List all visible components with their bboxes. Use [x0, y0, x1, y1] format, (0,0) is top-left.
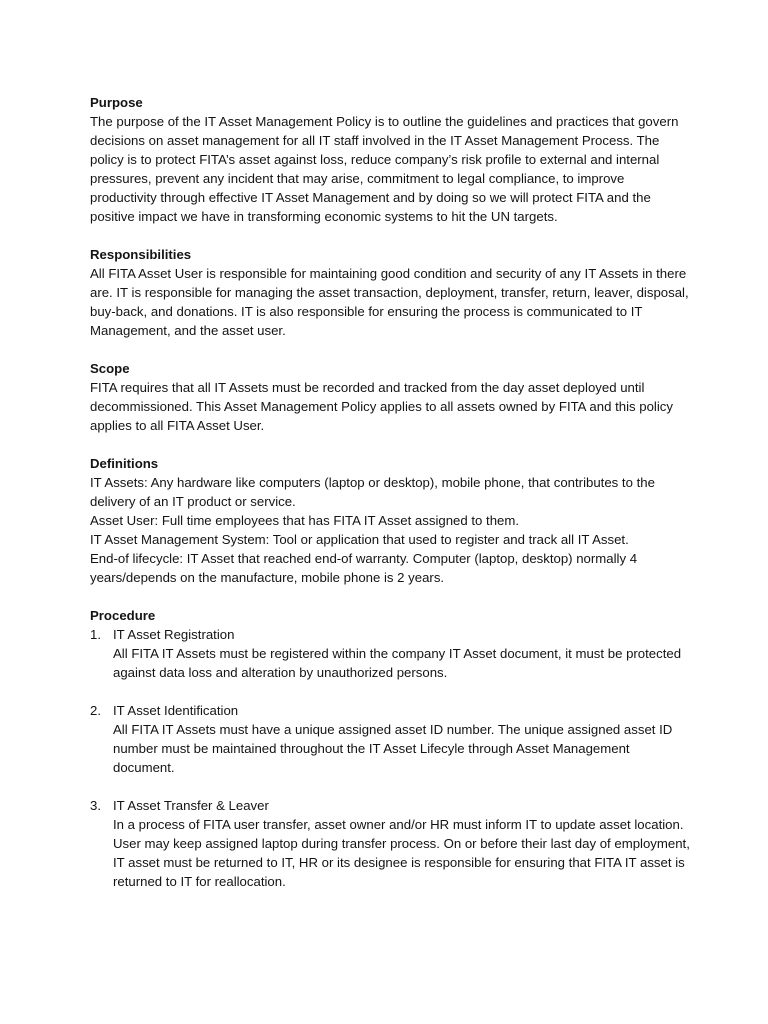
procedure-item-number: 2.: [90, 703, 101, 718]
procedure-section: [90, 606, 690, 891]
procedure-item-title: IT Asset Identification: [113, 703, 239, 718]
responsibilities-heading: Responsibilities: [90, 247, 192, 262]
definition-asset-user: Asset User: Full time employees that has FITA IT Asset assigned to them.: [90, 513, 520, 528]
procedure-heading: Procedure: [90, 608, 156, 623]
purpose-text: The purpose of the IT Asset Management Policy is to outline the guidelines and practices that govern decisions on asset management for all IT staff involved in the IT Asset Management Process. The policy is to protect FITA’s asset against loss, reduce company’s risk profile to external and internal pressures, prevent any incident that may arise, commitment to legal compliance, to improve productivity through effective IT Asset Management and by doing so we will protect FITA and the positive impact we have in transforming economic systems to hit the UN targets.: [90, 114, 679, 224]
procedure-item-number: 3.: [90, 798, 101, 813]
definitions-heading: Definitions: [90, 456, 159, 471]
document-page: [90, 93, 690, 910]
procedure-item-title: IT Asset Transfer & Leaver: [113, 798, 269, 813]
definition-it-assets: IT Assets: Any hardware like computers (laptop or desktop), mobile phone, that contributes to the delivery of an IT product or service.: [90, 475, 655, 509]
purpose-heading: Purpose: [90, 95, 143, 110]
responsibilities-text: All FITA Asset User is responsible for maintaining good condition and security of any IT Assets in there are. IT is responsible for managing the asset transaction, deployment, transfer, return, leaver, disposal, buy-back, and donations. IT is also responsible for ensuring the process is communicated to IT Management, and the asset user.: [90, 266, 689, 338]
procedure-item-body: All FITA IT Assets must be registered within the company IT Asset document, it must be protected against data loss and alteration by unauthorized persons.: [113, 646, 682, 680]
scope-section: [90, 359, 690, 435]
procedure-item-body: All FITA IT Assets must have a unique assigned asset ID number. The unique assigned asset ID number must be maintained throughout the IT Asset Lifecyle through Asset Management document.: [113, 722, 673, 775]
scope-text: FITA requires that all IT Assets must be recorded and tracked from the day asset deployed until decommissioned. This Asset Management Policy applies to all assets owned by FITA and this policy applies to all FITA Asset User.: [90, 380, 673, 433]
definition-end-of-lifecycle: End-of lifecycle: IT Asset that reached end-of warranty. Computer (laptop, desktop) normally 4 years/depends on the manufacture, mobile phone is 2 years.: [90, 551, 638, 585]
definition-asset-management-system: IT Asset Management System: Tool or application that used to register and track all IT Asset.: [90, 532, 629, 547]
scope-heading: Scope: [90, 361, 130, 376]
responsibilities-section: [90, 245, 690, 340]
procedure-item-identification: [90, 701, 690, 777]
procedure-item-registration: [90, 625, 690, 682]
definitions-section: [90, 454, 690, 587]
procedure-item-transfer-leaver: [90, 796, 690, 891]
procedure-item-title: IT Asset Registration: [113, 627, 235, 642]
procedure-item-body: In a process of FITA user transfer, asset owner and/or HR must inform IT to update asset location. User may keep assigned laptop during transfer process. On or before their last day of employment, IT asset must be returned to IT, HR or its designee is responsible for ensuring that FITA IT asset is returned to IT for reallocation.: [113, 817, 690, 889]
procedure-item-number: 1.: [90, 627, 101, 642]
purpose-section: [90, 93, 690, 226]
